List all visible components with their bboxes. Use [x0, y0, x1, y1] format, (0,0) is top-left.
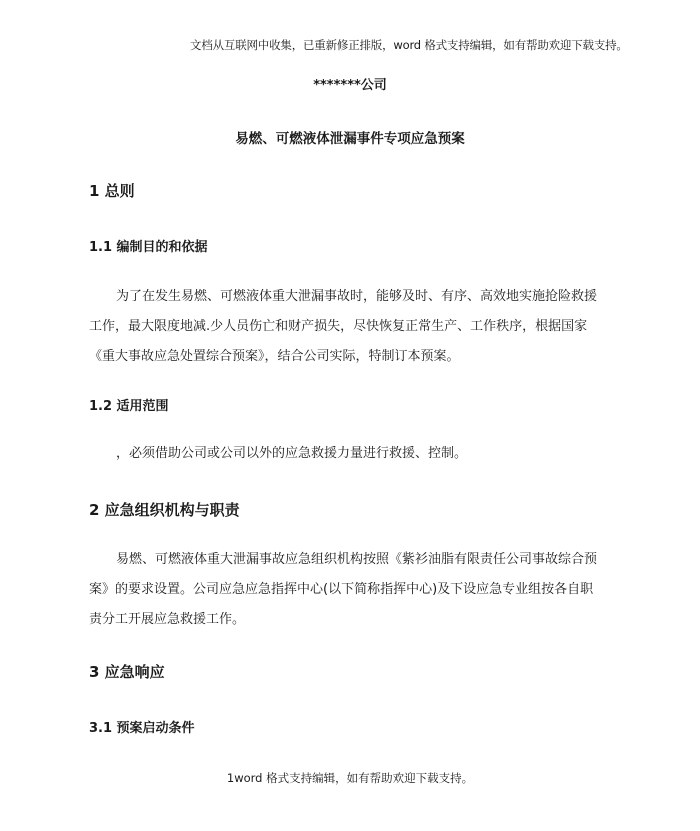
company-name: *******公司 [313, 78, 387, 93]
section-2-paragraph [89, 545, 611, 635]
paragraph-line: 案》的要求设置。公司应急应急指挥中心(以下简称指挥中心)及下设应急专业组按各自职 [89, 582, 594, 597]
paragraph-line: 易燃、可燃液体重大泄漏事故应急组织机构按照《紫衫油脂有限责任公司事故综合预 [116, 552, 598, 567]
paragraph-line: 责分工开展应急救援工作。 [89, 612, 246, 627]
section-1-2-heading: 1.2 适用范围 [89, 399, 169, 414]
section-3-1-heading: 3.1 预案启动条件 [89, 721, 195, 736]
footer-note: 1word 格式支持编辑，如有帮助欢迎下载支持。 [226, 771, 474, 785]
section-1-2-paragraph [89, 439, 611, 469]
section-1-heading: 1 总则 [89, 182, 135, 200]
paragraph-line: 工作，最大限度地减.少人员伤亡和财产损失，尽快恢复正常生产、工作秩序，根据国家 [89, 319, 588, 334]
section-2-heading: 2 应急组织机构与职责 [89, 501, 240, 519]
section-1-1-heading: 1.1 编制目的和依据 [89, 240, 208, 255]
paragraph-line: ，必须借助公司或公司以外的应急救援力量进行救援、控制。 [116, 446, 468, 461]
paragraph-line: 《重大事故应急处置综合预案》，结合公司实际，特制订本预案。 [89, 349, 460, 364]
header-note: 文档从互联网中收集，已重新修正排版，word 格式支持编辑，如有帮助欢迎下载支持。 [190, 38, 628, 52]
section-3-heading: 3 应急响应 [89, 663, 165, 681]
section-1-1-paragraph [89, 282, 611, 372]
paragraph-line: 为了在发生易燃、可燃液体重大泄漏事故时，能够及时、有序、高效地实施抢险救援 [116, 289, 598, 304]
document-title: 易燃、可燃液体泄漏事件专项应急预案 [235, 131, 465, 147]
